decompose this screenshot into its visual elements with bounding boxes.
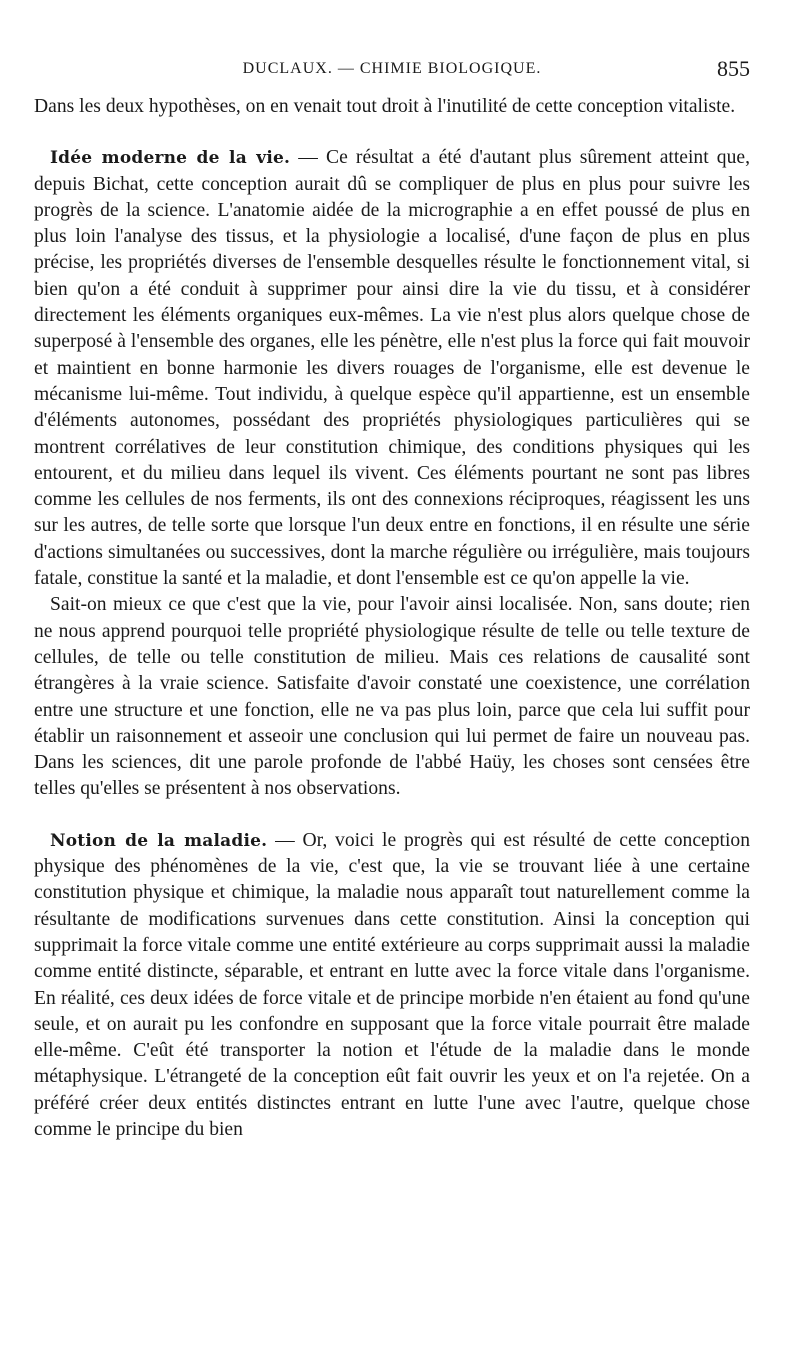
body-text — [34, 94, 750, 1143]
page-number: 855 — [717, 56, 750, 81]
paragraph-localization: Sait-on mieux ce que c'est que la vie, pour l'avoir ainsi localisée. Non, sans doute; rien ne nous apprend pourquoi telle propriété physiologique résulte de telle ou telle texture de cellules, de telle ou telle constitution de milieu. Mais ces relations de causalité sont étrangères à la vraie science. Satisfaite d'avoir constaté une coexistence, une corrélation entre une structure et une fonction, elle ne va pas plus loin, parce que cela lui suffit pour établir un raisonnement et asseoir une conclusion qui lui permet de faire un nouveau pas. Dans les sciences, dit une parole profonde de l'abbé Haüy, les choses sont censées être telles qu'elles se présentent à nos observations. — [34, 594, 750, 800]
paragraph-disease-notion — [34, 828, 750, 1144]
section-heading-disease-notion: Notion de la maladie. — [50, 830, 268, 851]
section-heading-modern-life: Idée moderne de la vie. — [50, 148, 291, 169]
paragraph-intro: Dans les deux hypothèses, on en venait tout droit à l'inutilité de cette conception vitaliste. — [34, 96, 736, 117]
running-head: DUCLAUX. — CHIMIE BIOLOGIQUE. — [242, 60, 542, 77]
paragraph-disease-notion-text: — Or, voici le progrès qui est résulté de cette conception physique des phénomènes de la vie, c'est que, la vie se trouvant liée à une certaine constitution physique et chimique, la maladie nous apparaît tout naturellement comme la résultante de modifications survenues dans cette constitution. Ainsi la conception qui supprimait la force vitale comme une entité extérieure au corps supprimait aussi la maladie comme entité distincte, séparable, et entrant en lutte avec la force vitale dans l'organisme. En réalité, ces deux idées de force vitale et de principe morbide n'en étaient au fond qu'une seule, et on aurait pu les confondre en supposant que la force vitale pourrait être malade elle-même. C'eût été transporter la notion et l'étude de la maladie dans le monde métaphysique. L'étrangeté de la conception eût fait ouvrir les yeux et on l'a rejetée. On a préféré créer deux entités distinctes entrant en lutte l'une avec l'autre, quelque chose comme le principe du bien — [34, 829, 750, 1140]
page-header — [34, 56, 750, 86]
paragraph-modern-life — [34, 145, 750, 592]
paragraph-modern-life-text: — Ce résultat a été d'autant plus sûrement atteint que, depuis Bichat, cette conception aurait dû se compliquer de plus en plus pour suivre les progrès de la science. L'anatomie aidée de la micrographie a en effet poussé de plus en plus loin l'analyse des tissus, et la physiologie a localisé, d'une façon de plus en plus précise, les propriétés diverses de l'ensemble desquelles résulte le fonctionnement vital, si bien qu'on a été conduit à supprimer pour ainsi dire la vie du tissu, et à considérer directement les éléments organiques eux-mêmes. La vie n'est plus alors quelque chose de superposé à l'ensemble des organes, elle les pénètre, elle n'est plus la force qui fait mouvoir et maintient en bonne harmonie les divers rouages de l'organisme, elle est devenue le mécanisme lui-même. Tout individu, à quelque espèce qu'il appartienne, est un ensemble d'éléments autonomes, possédant des propriétés physiologiques particulières qui se montrent corrélatives de leur constitution chimique, des conditions physiques qui les entourent, et du milieu dans lequel ils vivent. Ces éléments pourtant ne sont pas libres comme les cellules de nos ferments, ils ont des connexions réciproques, réagissent les uns sur les autres, de telle sorte que lorsque l'un deux entre en fonctions, il en résulte une série d'actions simultanées ou successives, dont la marche régulière ou irrégulière, mais toujours fatale, constitue la santé et la maladie, et dont l'ensemble est ce qu'on appelle la vie. — [34, 147, 750, 590]
